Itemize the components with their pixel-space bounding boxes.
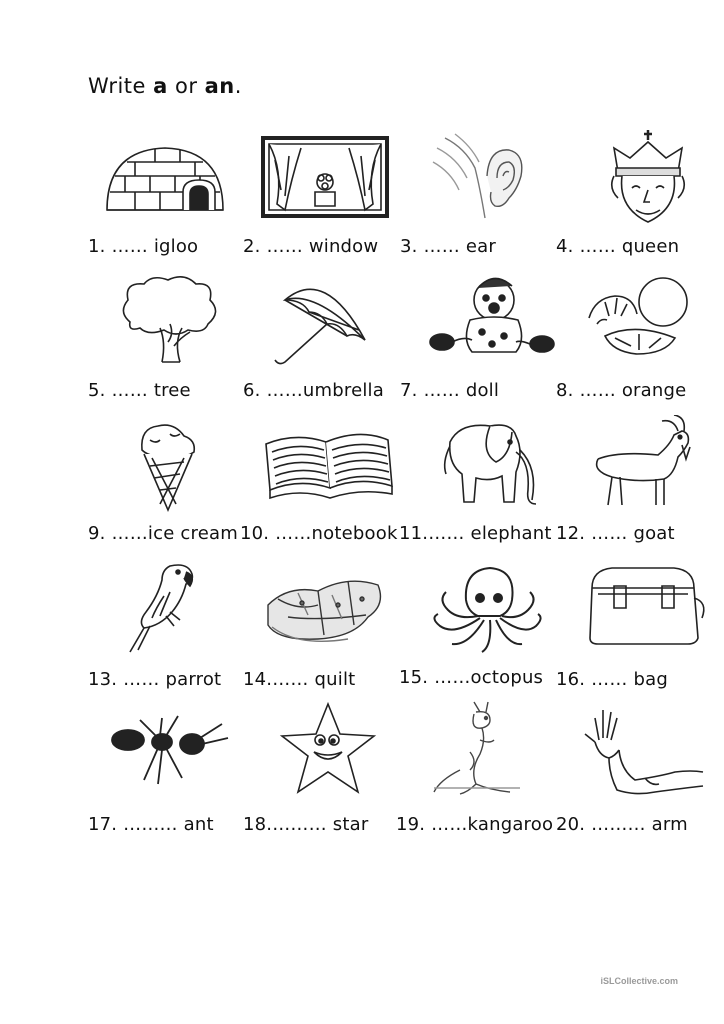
ear-icon: [425, 128, 565, 228]
item-label-15: 15. ……octopus: [399, 667, 544, 688]
doll-icon: [420, 270, 560, 370]
kangaroo-icon: [420, 700, 560, 800]
item-label-12: 12. …… goat: [556, 523, 675, 544]
parrot-icon: [100, 556, 240, 656]
bag-icon: [578, 558, 718, 658]
ice-cream-icon: [98, 418, 238, 518]
item-label-18: 18.……… star: [243, 814, 369, 835]
item-label-14: 14.…… quilt: [243, 669, 356, 690]
arm-icon: [575, 700, 715, 800]
octopus-icon: [418, 560, 558, 660]
goat-icon: [578, 415, 718, 515]
item-label-13: 13. …… parrot: [88, 669, 222, 690]
item-label-1: 1. …… igloo: [88, 236, 199, 257]
item-label-7: 7. …… doll: [400, 380, 500, 401]
item-label-8: 8. …… orange: [556, 380, 687, 401]
umbrella-icon: [255, 270, 395, 370]
elephant-icon: [420, 412, 560, 512]
item-label-17: 17. ……… ant: [88, 814, 214, 835]
title-middle: or: [167, 74, 205, 98]
item-label-3: 3. …… ear: [400, 236, 496, 257]
queen-icon: [578, 128, 718, 228]
orange-icon: [575, 272, 715, 372]
item-label-16: 16. …… bag: [556, 669, 668, 690]
ant-icon: [100, 700, 240, 800]
item-label-4: 4. …… queen: [556, 236, 680, 257]
item-label-19: 19. ……kangaroo: [396, 814, 554, 835]
item-label-10: 10. ……notebook: [240, 523, 398, 544]
window-icon: [255, 130, 395, 230]
tree-icon: [100, 272, 240, 372]
item-label-9: 9. ……ice cream: [88, 523, 238, 544]
igloo-icon: [95, 130, 235, 230]
item-label-6: 6. ……umbrella: [243, 380, 384, 401]
item-label-2: 2. …… window: [243, 236, 379, 257]
quilt-icon: [258, 555, 398, 655]
title-suffix: .: [234, 74, 242, 98]
worksheet-title: [88, 74, 242, 98]
item-label-11: 11.…… elephant: [399, 523, 552, 544]
title-word-an: an: [204, 74, 235, 98]
notebook-icon: [260, 418, 400, 518]
item-label-5: 5. …… tree: [88, 380, 191, 401]
title-prefix: Write: [88, 74, 154, 98]
star-icon: [258, 700, 398, 800]
watermark: iSLCollective.com: [600, 976, 678, 986]
title-word-a: a: [153, 74, 168, 98]
item-label-20: 20. ……… arm: [556, 814, 688, 835]
